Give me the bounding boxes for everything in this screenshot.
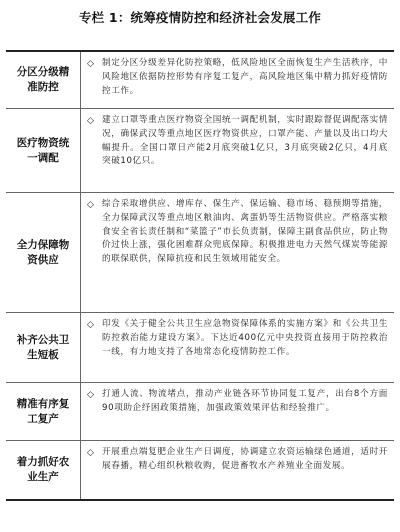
table-row: [6, 193, 394, 313]
row-text: 开展重点端复肥企业生产日调度，协调建立农资运输绿色通道，适时开展春播，精心组织秋粮收购，促进畜牧水产养殖业全面发展。: [102, 447, 388, 471]
row-label: 医疗物资统一调配: [6, 109, 81, 192]
diamond-outline-icon: ◇: [87, 116, 94, 126]
row-label: 分区分级精准防控: [6, 52, 81, 108]
row-content: [81, 52, 394, 108]
row-label: 补齐公共卫生短板: [6, 313, 81, 382]
table-row: [6, 109, 394, 193]
diamond-outline-icon: ◇: [87, 448, 94, 458]
row-text: 制定分区分级差异化防控策略，低风险地区全面恢复生产生活秩序，中风险地区依据防控形势有序复工复产，高风险地区集中精力抓好疫情防控工作。: [102, 58, 388, 96]
row-label: 全力保障物资供应: [6, 193, 81, 312]
row-text: 建立口罩等重点医疗物资全国统一调配机制，实时跟踪督促调配落实情况，确保武汉等重点地区医疗物资供应，口罩产能、产量以及出口均大幅提升。全国口罩日产能2月底突破1亿只，3月底突破2亿只，4月底突破10亿只。: [102, 115, 388, 167]
table-row: [6, 441, 394, 501]
table-row: [6, 52, 394, 109]
row-content: [81, 109, 394, 192]
content-table: [6, 50, 394, 501]
row-content: [81, 383, 394, 440]
row-label: 着力抓好农业生产: [6, 441, 81, 499]
row-text: 打通人流、物流堵点，推动产业链各环节协同复工复产，出台8个方面90项助企纾困政策措施，加强政策效果评估和经验推广。: [102, 389, 388, 413]
row-text: 综合采取增供应、增库存、保生产、保运输、稳市场、稳预期等措施，全力保障武汉等重点地区粮油肉、禽蛋奶等生活物资供应。严格落实粮食安全省长责任制和“菜篮子”市长负责制，保障主副食品供应，防止物价过快上涨，强化困难群众兜底保障。积极推进电力天然气煤炭等能源的联保联供，保障抗疫和民生领域用能安全。: [102, 199, 388, 265]
table-row: [6, 383, 394, 441]
diamond-outline-icon: ◇: [87, 320, 94, 330]
row-content: [81, 193, 394, 312]
row-content: [81, 313, 394, 382]
page-title: 专栏 1：统筹疫情防控和经济社会发展工作: [78, 10, 322, 25]
row-label: 精准有序复工复产: [6, 383, 81, 440]
diamond-outline-icon: ◇: [87, 59, 94, 69]
diamond-outline-icon: ◇: [87, 390, 94, 400]
row-content: [81, 441, 394, 499]
diamond-outline-icon: ◇: [87, 200, 94, 210]
row-text: 印发《关于健全公共卫生应急物资保障体系的实施方案》和《公共卫生防控救治能力建设方案》。下达近400亿元中央投资直接用于防控救治一线，有力地支持了各地常态化疫情防控工作。: [102, 319, 388, 357]
table-row: [6, 313, 394, 383]
